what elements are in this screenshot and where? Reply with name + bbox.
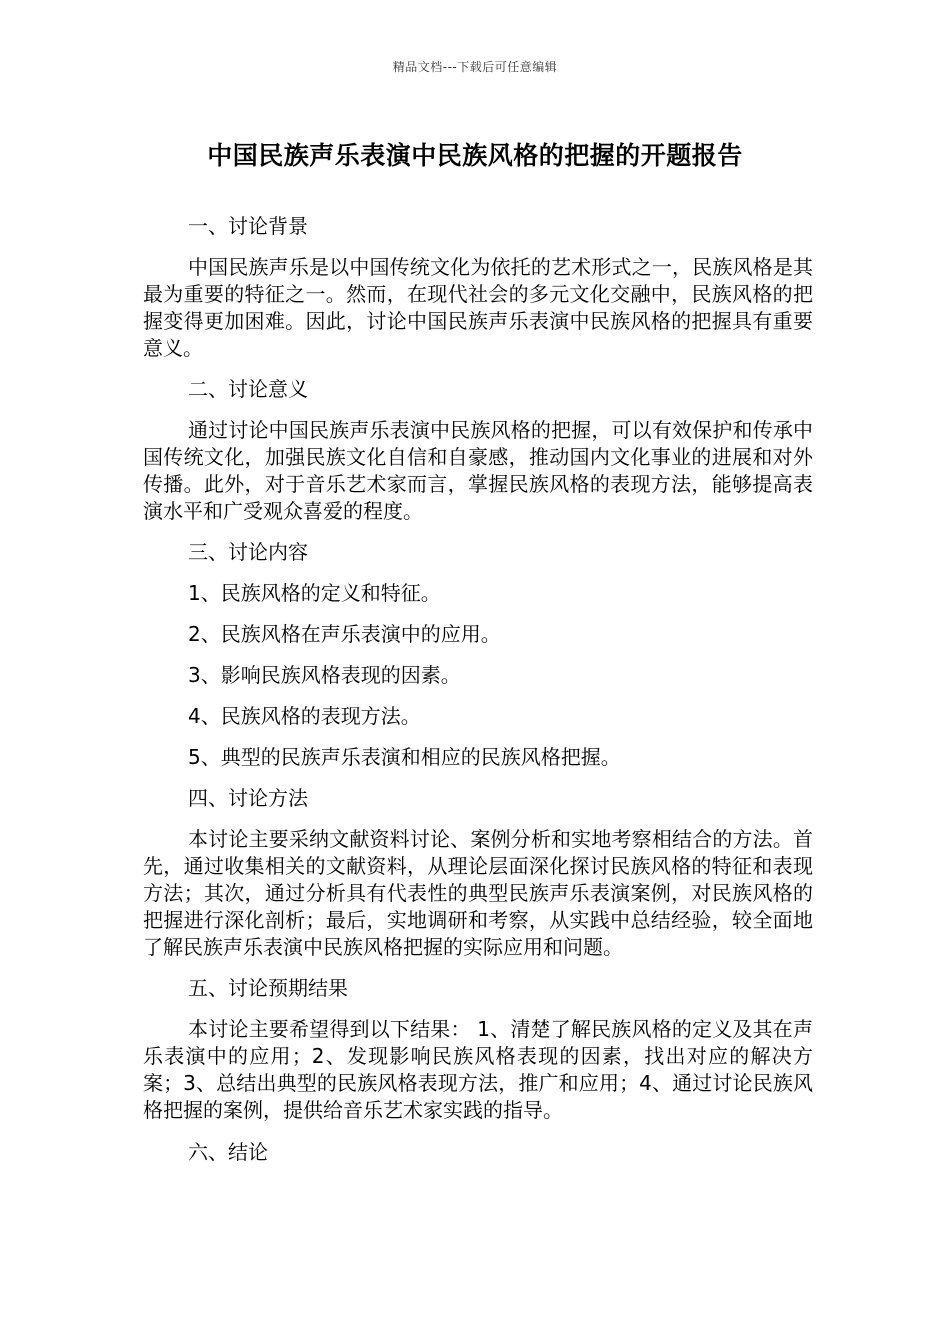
section-heading-methods: 四、讨论方法 [188,786,308,810]
section-paragraph-significance: 通过讨论中国民族声乐表演中民族风格的把握，可以有效保护和传承中国传统文化，加强民族文化自信和自豪感，推动国内文化事业的进展和对外传播。此外，对于音乐艺术家而言，掌握民族风格的表现方法，能够提高表演水平和广受观众喜爱的程度。 [143,418,813,523]
section-heading-significance: 二、讨论意义 [188,377,308,401]
section-heading-expected-results: 五、讨论预期结果 [188,976,348,1000]
section-heading-content: 三、讨论内容 [188,540,308,564]
section-paragraph-background: 中国民族声乐是以中国传统文化为依托的艺术形式之一，民族风格是其最为重要的特征之一。然而，在现代社会的多元文化交融中，民族风格的把握变得更加困难。因此，讨论中国民族声乐表演中民族风格的把握具有重要意义。 [143,255,813,360]
content-list-item: 2、民族风格在声乐表演中的应用。 [188,622,501,646]
content-list-item: 5、典型的民族声乐表演和相应的民族风格把握。 [188,745,621,769]
section-heading-conclusion: 六、结论 [188,1140,268,1164]
document-title: 中国民族声乐表演中民族风格的把握的开题报告 [207,141,743,170]
document-body [143,213,813,1166]
content-list-item: 1、民族风格的定义和特征。 [188,581,441,605]
header-note: 精品文档---下载后可任意编辑 [392,60,558,74]
content-list-item: 3、影响民族风格表现的因素。 [188,663,461,687]
section-paragraph-methods: 本讨论主要采纳文献资料讨论、案例分析和实地考察相结合的方法。首先，通过收集相关的文献资料，从理论层面深化探讨民族风格的特征和表现方法；其次，通过分析具有代表性的典型民族声乐表演案例，对民族风格的把握进行深化剖析；最后，实地调研和考察，从实践中总结经验，较全面地了解民族声乐表演中民族风格把握的实际应用和问题。 [143,827,813,959]
section-heading-background: 一、讨论背景 [188,214,308,238]
content-list-item: 4、民族风格的表现方法。 [188,704,421,728]
section-paragraph-expected-results: 本讨论主要希望得到以下结果： 1、清楚了解民族风格的定义及其在声乐表演中的应用；2、发现影响民族风格表现的因素，找出对应的解决方案；3、总结出典型的民族风格表现方法，推广和应用；4、通过讨论民族风格把握的案例，提供给音乐艺术家实践的指导。 [143,1017,813,1122]
